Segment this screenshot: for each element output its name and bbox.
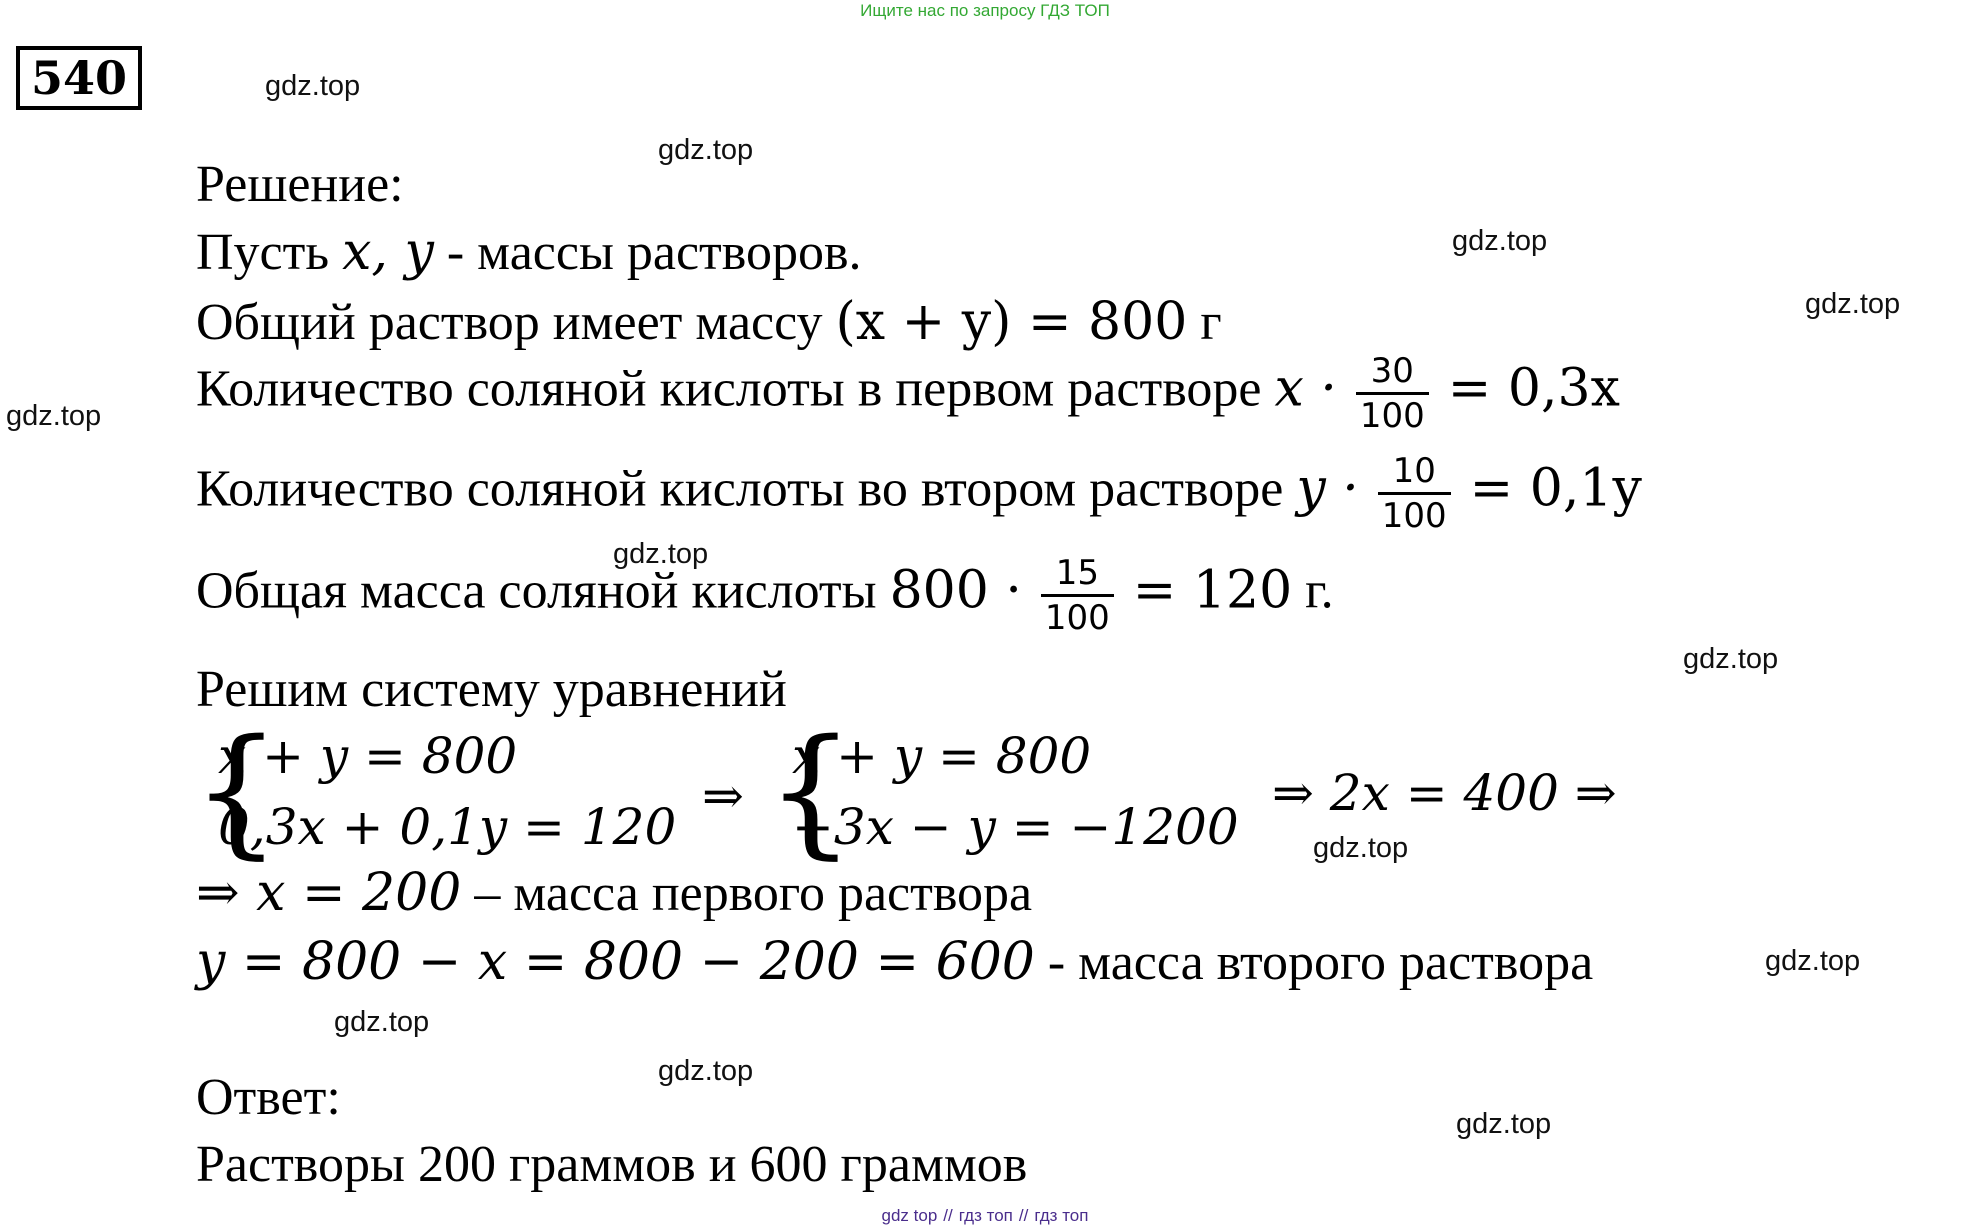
text: Общий раствор имеет массу	[196, 294, 836, 351]
watermark: gdz.top	[1452, 225, 1548, 257]
watermark: gdz.top	[1683, 643, 1779, 675]
watermark: gdz.top	[1765, 945, 1861, 977]
watermark: gdz.top	[334, 1006, 430, 1038]
solution-line-4	[196, 450, 1642, 537]
solution-line-3	[196, 350, 1620, 437]
text: Количество соляной кислоты во втором растворе	[196, 460, 1297, 518]
math: ⇒ x = 200	[196, 863, 462, 923]
system-brace: {	[766, 710, 856, 873]
solution-line-7	[196, 863, 1032, 924]
text: г	[1187, 294, 1222, 351]
text: – масса первого раствора	[461, 865, 1033, 922]
solution-heading: Решение:	[196, 156, 404, 213]
watermark: gdz.top	[265, 70, 361, 102]
text: Пусть	[196, 224, 343, 281]
math: y ·	[1296, 458, 1359, 519]
text: - масса второго раствора	[1034, 934, 1594, 991]
system2-row1: x + y = 800	[792, 727, 1092, 785]
text: Общая масса соляной кислоты	[196, 562, 890, 620]
numerator: 30	[1356, 350, 1429, 395]
answer-heading: Ответ:	[196, 1069, 341, 1126]
bottom-link[interactable]: gdz top	[881, 1206, 938, 1225]
math: = 0,3x	[1447, 358, 1620, 419]
math: (x + y) = 800	[835, 292, 1188, 352]
system-brace: {	[192, 710, 282, 873]
watermark: gdz.top	[6, 400, 102, 432]
separator: //	[943, 1206, 953, 1225]
implies-arrow: ⇒	[702, 767, 744, 825]
bottom-link[interactable]: гдз топ	[1034, 1206, 1089, 1225]
watermark: gdz.top	[1805, 288, 1901, 320]
text: - массы растворов.	[433, 224, 862, 281]
text: Количество соляной кислоты в первом растворе	[196, 360, 1275, 418]
separator: //	[1018, 1206, 1029, 1225]
fraction	[1041, 552, 1114, 639]
math: x ·	[1274, 358, 1337, 419]
system1-row1: x + y = 800	[218, 727, 518, 785]
fraction	[1356, 350, 1429, 437]
math: 800 ·	[889, 560, 1022, 621]
text: г.	[1292, 562, 1334, 620]
denominator: 100	[1359, 396, 1425, 436]
watermark: gdz.top	[1456, 1108, 1552, 1140]
solution-line-2	[196, 292, 1222, 353]
solution-line-1	[196, 222, 862, 283]
watermark: gdz.top	[1313, 832, 1409, 864]
after-system: ⇒ 2x = 400 ⇒	[1272, 764, 1617, 822]
bottom-links	[0, 1206, 1970, 1226]
numerator: 10	[1378, 450, 1451, 495]
bottom-link[interactable]: гдз топ	[958, 1206, 1013, 1225]
top-banner[interactable]: Ищите нас по запросу ГДЗ ТОП	[860, 1, 1110, 20]
system1-row2: 0,3x + 0,1y = 120	[218, 798, 677, 856]
denominator: 100	[1381, 496, 1447, 536]
math: y = 800 − x = 800 − 200 = 600	[196, 932, 1035, 992]
solution-line-8	[196, 932, 1593, 993]
math: = 0,1y	[1469, 458, 1642, 519]
task-number-box: 540	[16, 46, 142, 110]
math: = 120	[1132, 560, 1293, 621]
fraction	[1378, 450, 1451, 537]
solution-line-5	[196, 552, 1334, 639]
watermark: gdz.top	[658, 1055, 754, 1087]
watermark: gdz.top	[613, 538, 709, 570]
answer-text: Растворы 200 граммов и 600 граммов	[196, 1136, 1028, 1193]
watermark: gdz.top	[658, 134, 754, 166]
math: x, y	[342, 222, 434, 282]
solution-line-6: Решим систему уравнений	[196, 661, 787, 718]
system2-row2: −3x − y = −1200	[792, 798, 1239, 856]
denominator: 100	[1044, 598, 1110, 638]
numerator: 15	[1041, 552, 1114, 597]
